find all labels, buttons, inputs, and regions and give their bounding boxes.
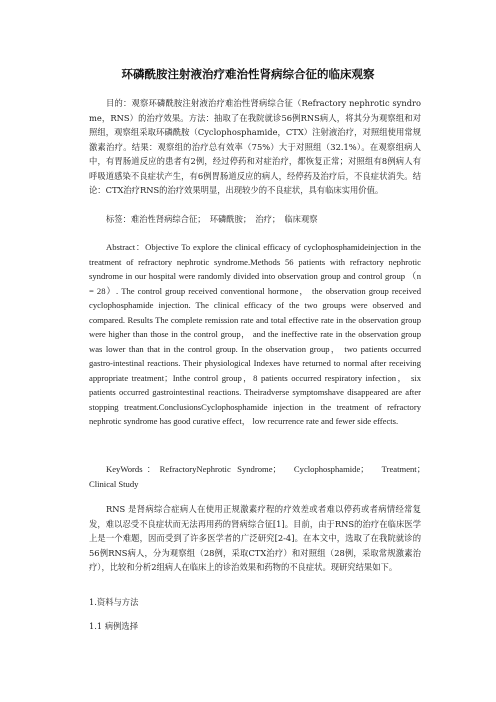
keywords-chinese: 标签：难治性肾病综合征； 环磷酰胺； 治疗； 临床观察 bbox=[106, 214, 318, 224]
section-heading-1: 1.资料与方法 bbox=[89, 597, 139, 607]
abstract-english: Abstract：Objective To explore the clinical efficacy of cyclophosphamideinjection in the treatment of refractory nephrotic syndrome.Methods 56 patients with refractory nephrotic syndrome in our hospital were randomly divided into observation group and control group （n = 28）. The control group received conventional hormone， the observation group received cyclophosphamide injection. The clinical efficacy of the two groups were observed and compared. Results The complete remission rate and total effective rate in the observation group were higher than those in the control group， and the ineffective rate in the observation group was lower than that in the control group. In the observation group， two patients occurred gastro-intestinal reactions. Their physiological Indexes have returned to normal after receiving appropriate treatment；Inthe control group，8 patients occurred respiratory infection， six patients occurred gastrointestinal reactions. Theiradverse symptomshave disappeared are after stopping treatment.ConclusionsCyclophosphamide injection in the treatment of refractory nephrotic syndrome has good curative effect， low recurrence rate and fewer side effects. bbox=[89, 242, 421, 426]
keywords-english: KeyWords：RefractoryNephrotic Syndrome； Cyclophosphamide； Treatment； Clinical Study bbox=[89, 464, 430, 489]
abstract-chinese: 目的：观察环磷酰胺注射液治疗难治性肾病综合征（Refractory nephrotic syndrome，RNS）的治疗效果。方法：抽取了在我院就诊56例RNS病人，将其分为观察组和对照组，观察组采取环磷酰胺（Cyclophosphamide，CTX）注射液治疗，对照组使用常规激素治疗。结果：观察组的治疗总有效率（75%）大于对照组（32.1%）。在观察组病人中，有胃肠道反应的患者有2例，经过停药和对症治疗，都恢复正常；对照组有8例病人有呼吸道感染不良症状产生，有6例胃肠道反应的病人，经停药及治疗后，不良症状消失。结论：CTX治疗RNS的治疗效果明显，出现较少的不良症状，具有临床实用价值。 bbox=[89, 98, 421, 195]
introduction-paragraph: RNS 是肾病综合症病人在使用正规激素疗程的疗效差或者难以停药或者病情经常复发，难以忍受不良症状而无法再用药的肾病综合征[1]。目前，由于RNS的治疗在临床医学上是一个难题，因而受到了许多医学者的广泛研究[2-4]。在本文中，选取了在我院就诊的56例RNS病人，分为观察组（28例，采取CTX治疗）和对照组（28例，采取常规激素治疗），比较和分析2组病人在临床上的诊治效果和药物的不良症状。现研究结果如下。 bbox=[89, 504, 421, 572]
section-heading-1-1: 1.1 病例选择 bbox=[89, 621, 139, 631]
document-title: 环磷酰胺注射液治疗难治性肾病综合征的临床观察 bbox=[121, 67, 375, 81]
